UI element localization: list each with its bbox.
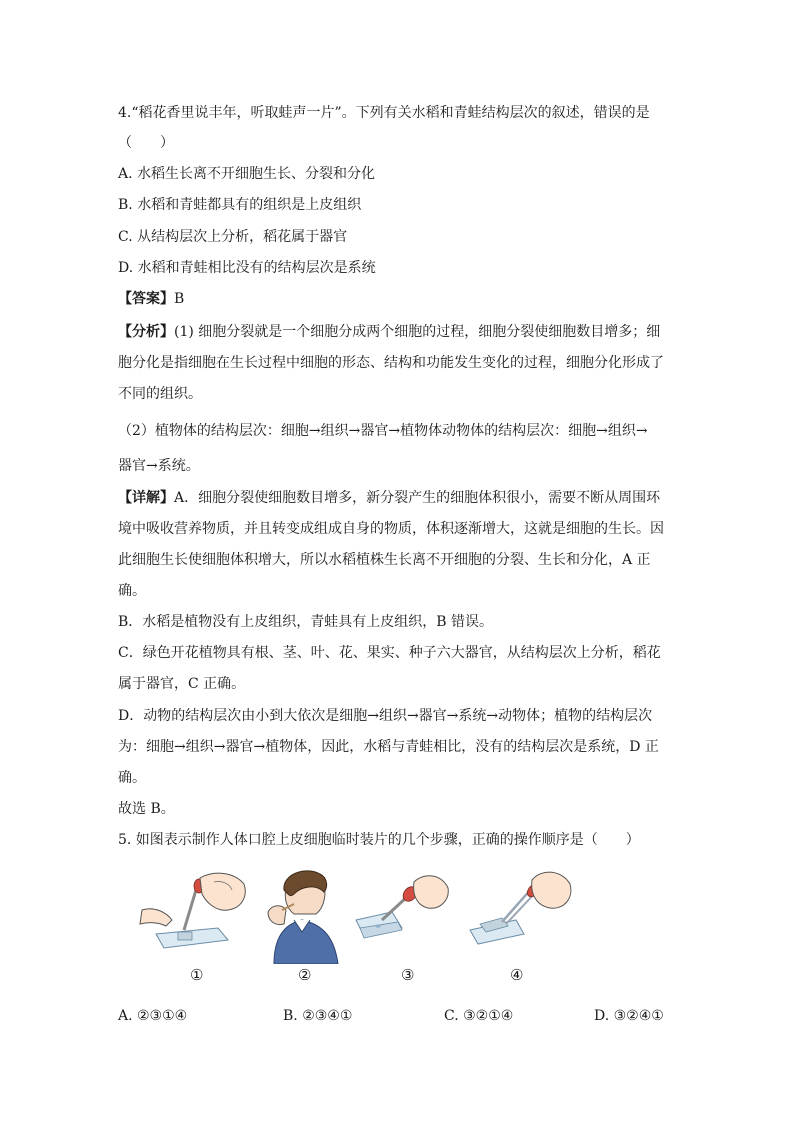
- q4-option-d: D. 水稻和青蛙相比没有的结构层次是系统: [118, 260, 376, 276]
- analysis-line-2: 胞分化是指细胞在生长过程中细胞的形态、结构和功能发生变化的过程，细胞分化形成了: [118, 355, 664, 371]
- q4-option-b: B. 水稻和青蛙都具有的组织是上皮组织: [118, 197, 362, 213]
- q4-stem-line-1: 4.“稻花香里说丰年，听取蛙声一片”。下列有关水稻和青蛙结构层次的叙述，错误的是: [118, 105, 650, 121]
- detail-line-2: 境中吸收营养物质，并且转变成组成自身的物质，体积逐渐增大，这就是细胞的生长。因: [118, 521, 664, 537]
- analysis-tag: 【分析】: [118, 324, 174, 340]
- detail-line-8: D．动物的结构层次由小到大依次是细胞→组织→器官→系统→动物体；植物的结构层次: [118, 708, 653, 724]
- q5-stem: 5. 如图表示制作人体口腔上皮细胞临时装片的几个步骤，正确的操作顺序是（ ）: [118, 832, 640, 848]
- analysis-line-1: [118, 322, 660, 342]
- q5-option-d: D. ③②④①: [594, 1008, 664, 1024]
- detail-tag: 【详解】: [118, 490, 174, 506]
- q5-option-a: A. ②③①④: [118, 1008, 188, 1024]
- detail-line-3: 此细胞生长使细胞体积增大，所以水稻植株生长离不开细胞的分裂、生长和分化，A 正: [118, 552, 651, 568]
- detail-line-4: 确。: [118, 583, 146, 599]
- detail-line-11: 故选 B。: [118, 801, 175, 817]
- analysis-line-4: （2）植物体的结构层次：细胞→组织→器官→植物体动物体的结构层次：细胞→组织→: [118, 423, 648, 439]
- step-4-coverslip-figure: [466, 868, 576, 948]
- step-2-scraping-figure: [258, 868, 344, 964]
- caption-step-4: ④: [510, 966, 524, 984]
- answer-tag: 【答案】: [118, 291, 174, 307]
- q5-option-c: C. ③②①④: [444, 1008, 514, 1024]
- q4-option-a: A. 水稻生长离不开细胞生长、分裂和分化: [118, 166, 376, 182]
- caption-step-1: ①: [190, 966, 204, 984]
- q4-stem-line-2: （ ）: [118, 135, 174, 151]
- caption-step-2: ②: [298, 966, 312, 984]
- step-1-dropper-figure: [136, 868, 252, 958]
- detail-line-10: 确。: [118, 770, 146, 786]
- detail-line-1: [118, 488, 660, 508]
- q5-option-b: B. ②③④①: [283, 1008, 353, 1024]
- answer-value: B: [174, 291, 185, 307]
- caption-step-3: ③: [401, 966, 415, 984]
- analysis-text-1: (1) 细胞分裂就是一个细胞分成两个细胞的过程，细胞分裂使细胞数目增多；细: [174, 324, 661, 340]
- q4-answer-line: [118, 289, 184, 309]
- analysis-line-3: 不同的组织。: [118, 386, 202, 402]
- detail-line-7: 属于器官，C 正确。: [118, 676, 246, 692]
- step-3-drop-figure: [352, 868, 452, 948]
- q4-option-c: C. 从结构层次上分析，稻花属于器官: [118, 229, 348, 245]
- detail-text-1: A．细胞分裂使细胞数目增多，新分裂产生的细胞体积很小，需要不断从周围环: [174, 490, 661, 506]
- detail-line-9: 为：细胞→组织→器官→植物体，因此，水稻与青蛙相比，没有的结构层次是系统，D 正: [118, 739, 659, 755]
- analysis-line-5: 器官→系统。: [118, 458, 200, 474]
- detail-line-5: B．水稻是植物没有上皮组织，青蛙具有上皮组织，B 错误。: [118, 614, 494, 630]
- detail-line-6: C．绿色开花植物具有根、茎、叶、花、果实、种子六大器官，从结构层次上分析，稻花: [118, 645, 661, 661]
